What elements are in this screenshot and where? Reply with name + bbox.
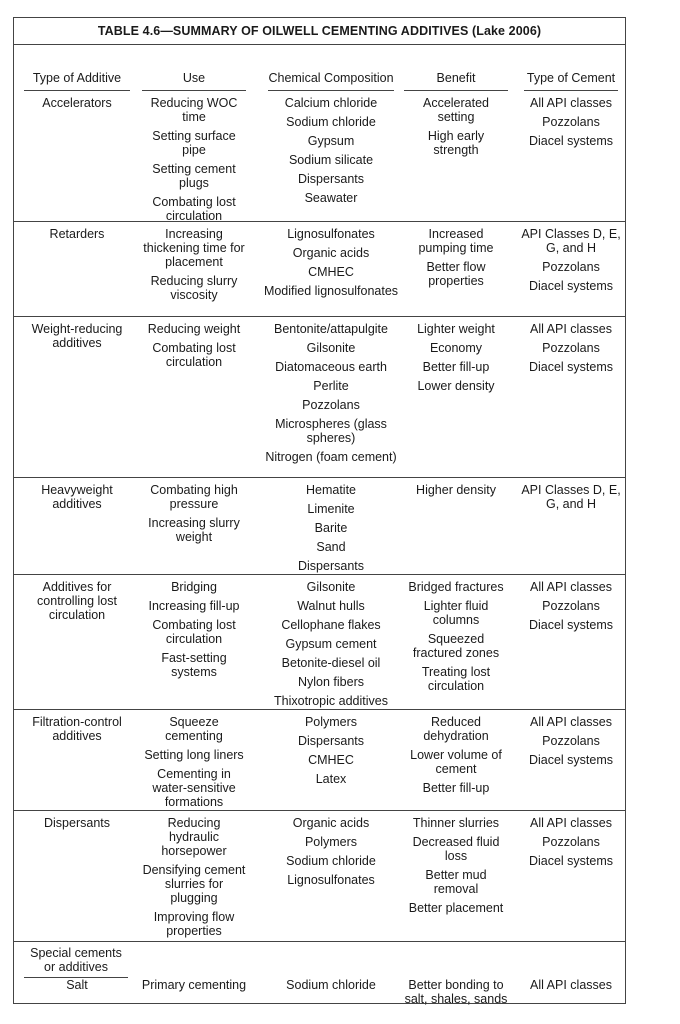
cell-item: Modified lignosulfonates — [263, 284, 399, 298]
cell-item: Lighter fluid columns — [423, 599, 489, 627]
cell-item: Densifying cement slurries for plugging — [142, 863, 246, 905]
table-row — [14, 575, 625, 710]
cell-item: Sodium silicate — [288, 153, 374, 167]
cell-use — [141, 227, 247, 307]
header-type: Type of Additive — [24, 45, 130, 91]
cell-item: High early strength — [427, 129, 485, 157]
cell-item: Bentonite/attapulgite — [274, 322, 388, 336]
cell-item: Lower density — [417, 379, 495, 393]
cell-cement — [521, 816, 621, 873]
header-composition: Chemical Composition — [268, 45, 394, 91]
cell-item: Retarders — [49, 227, 105, 241]
cell-item: Cementing in water-sensitive formations — [152, 767, 236, 809]
cell-item: Primary cementing — [141, 978, 247, 992]
cell-item: Pozzolans — [542, 835, 600, 849]
cell-item: Diatomaceous earth — [275, 360, 387, 374]
cell-item: All API classes — [530, 96, 612, 110]
additives-table — [13, 17, 626, 1004]
cell-item: Squeeze cementing — [165, 715, 223, 743]
cell-item: Better mud removal — [425, 868, 487, 896]
cell-item: Increasing fill-up — [148, 599, 240, 613]
table-row — [14, 222, 625, 317]
cell-item: Dispersants — [298, 734, 364, 748]
cell-item: Bridged fractures — [408, 580, 504, 594]
cell-item: Reducing slurry viscosity — [150, 274, 238, 302]
cell-item: Pozzolans — [302, 398, 360, 412]
cell-type — [18, 227, 136, 246]
cell-type — [18, 715, 136, 748]
cell-item: API Classes D, E, G, and H — [521, 227, 621, 255]
cell-item: Microspheres (glass spheres) — [275, 417, 387, 445]
cell-item: Economy — [429, 341, 483, 355]
cell-item: All API classes — [530, 816, 612, 830]
cell-item: Cellophane flakes — [281, 618, 381, 632]
cell-item: Polymers — [304, 835, 358, 849]
cell-composition — [263, 715, 399, 791]
cell-item: Reduced dehydration — [423, 715, 489, 743]
cell-item: Nylon fibers — [298, 675, 364, 689]
header-cement: Type of Cement — [524, 45, 618, 91]
table-row — [14, 317, 625, 478]
cell-item: Thixotropic additives — [274, 694, 388, 708]
cell-item: Diacel systems — [528, 134, 614, 148]
cell-item: Perlite — [313, 379, 349, 393]
cell-item: Pozzolans — [542, 341, 600, 355]
cell-item: Dispersants — [298, 559, 364, 573]
cell-item: Gilsonite — [306, 580, 356, 594]
cell-cement — [521, 483, 621, 516]
cell-composition — [263, 96, 399, 210]
cell-item: Dispersants — [298, 172, 364, 186]
cell-item: Better fill-up — [422, 781, 490, 795]
header-use: Use — [142, 45, 246, 91]
cell-item: Treating lost circulation — [421, 665, 491, 693]
cell-item: Pozzolans — [542, 734, 600, 748]
cell-item: Bridging — [171, 580, 217, 594]
cell-use — [141, 483, 247, 549]
cell-use — [141, 322, 247, 374]
cell-item: Pozzolans — [542, 260, 600, 274]
cell-item: Setting surface pipe — [152, 129, 236, 157]
cell-item: Combating high pressure — [150, 483, 238, 511]
cell-item: Combating lost circulation — [152, 341, 236, 369]
cell-benefit — [404, 715, 508, 800]
cell-item: Diacel systems — [528, 618, 614, 632]
cell-item: Increasing slurry weight — [148, 516, 240, 544]
cell-item: Better flow properties — [426, 260, 486, 288]
cell-benefit — [404, 322, 508, 398]
table-row — [14, 91, 625, 222]
cell-item: Additives for controlling lost circulation — [37, 580, 117, 622]
cell-item: All API classes — [530, 322, 612, 336]
cell-type — [18, 978, 136, 997]
cell-type — [18, 816, 136, 835]
cell-item: Better bonding to salt, shales, sands — [404, 978, 508, 1006]
cell-item: Accelerated setting — [422, 96, 489, 124]
cell-benefit — [404, 816, 508, 920]
cell-item: Latex — [315, 772, 347, 786]
table-title: TABLE 4.6—SUMMARY OF OILWELL CEMENTING ADDITIVES (Lake 2006) — [14, 18, 625, 45]
cell-item: Sodium chloride — [286, 854, 376, 868]
table-body — [14, 91, 625, 1016]
cell-benefit — [404, 978, 508, 1011]
cell-item: Higher density — [416, 483, 496, 497]
cell-item: Gilsonite — [306, 341, 356, 355]
cell-item: Organic acids — [292, 816, 370, 830]
cell-item: Sodium chloride — [286, 978, 376, 992]
cell-use — [141, 978, 247, 997]
cell-item: Diacel systems — [528, 279, 614, 293]
cell-composition — [263, 227, 399, 303]
cell-item: Weight-reducing additives — [31, 322, 123, 350]
cell-item: Decreased fluid loss — [412, 835, 500, 863]
cell-item: Accelerators — [42, 96, 112, 110]
cell-item: Fast-setting systems — [161, 651, 227, 679]
cell-benefit — [404, 227, 508, 293]
table-row — [14, 478, 625, 575]
cell-type — [18, 580, 136, 627]
cell-benefit — [404, 96, 508, 162]
cell-item: Hematite — [305, 483, 357, 497]
cell-item: Filtration-control additives — [32, 715, 122, 743]
cell-item: Dispersants — [44, 816, 110, 830]
table-row — [14, 710, 625, 811]
cell-item: All API classes — [530, 715, 612, 729]
cell-item: Sand — [316, 540, 346, 554]
special-section-heading: Special cements or additives — [24, 946, 128, 978]
cell-item: Better fill-up — [422, 360, 490, 374]
cell-item: Lignosulfonates — [287, 227, 375, 241]
cell-item: Calcium chloride — [284, 96, 378, 110]
cell-use — [141, 96, 247, 228]
cell-item: Walnut hulls — [297, 599, 365, 613]
cell-item: API Classes D, E, G, and H — [521, 483, 621, 511]
cell-item: Heavyweight additives — [41, 483, 113, 511]
cell-item: Better placement — [408, 901, 504, 915]
cell-item: Setting long liners — [144, 748, 244, 762]
cell-item: CMHEC — [308, 753, 354, 767]
cell-type — [18, 483, 136, 516]
cell-benefit — [404, 483, 508, 502]
cell-item: Pozzolans — [542, 599, 600, 613]
cell-item: Increasing thickening time for placement — [143, 227, 245, 269]
cell-item: Increased pumping time — [418, 227, 494, 255]
cell-cement — [521, 227, 621, 298]
cell-item: Lower volume of cement — [410, 748, 502, 776]
cell-cement — [521, 580, 621, 637]
cell-item: All API classes — [530, 978, 612, 992]
cell-item: Reducing WOC time — [150, 96, 238, 124]
cell-cement — [521, 978, 621, 997]
cell-item: Betonite-diesel oil — [281, 656, 381, 670]
cell-composition — [263, 816, 399, 892]
cell-item: Reducing hydraulic horsepower — [161, 816, 227, 858]
cell-item: Lighter weight — [417, 322, 495, 336]
cell-item: Nitrogen (foam cement) — [265, 450, 397, 464]
cell-cement — [521, 322, 621, 379]
table-header — [14, 45, 625, 91]
cell-item: Diacel systems — [528, 360, 614, 374]
cell-composition — [263, 580, 399, 713]
cell-item: All API classes — [530, 580, 612, 594]
cell-item: CMHEC — [308, 265, 354, 279]
cell-benefit — [404, 580, 508, 698]
cell-item: Gypsum cement — [285, 637, 377, 651]
cell-item: Reducing weight — [147, 322, 241, 336]
cell-item: Squeezed fractured zones — [412, 632, 500, 660]
cell-item: Gypsum — [307, 134, 355, 148]
cell-composition — [263, 322, 399, 469]
cell-item: Setting cement plugs — [152, 162, 236, 190]
cell-composition — [263, 978, 399, 997]
cell-item: Improving flow properties — [153, 910, 235, 938]
header-benefit: Benefit — [404, 45, 508, 91]
cell-type — [18, 322, 136, 355]
cell-item: Organic acids — [292, 246, 370, 260]
table-row — [14, 811, 625, 942]
cell-item: Salt — [66, 978, 88, 992]
cell-cement — [521, 96, 621, 153]
cell-type — [18, 96, 136, 115]
cell-cement — [521, 715, 621, 772]
cell-item: Polymers — [304, 715, 358, 729]
cell-item: Diacel systems — [528, 753, 614, 767]
table-row-special — [14, 942, 625, 1016]
cell-item: Pozzolans — [542, 115, 600, 129]
cell-item: Sodium chloride — [286, 115, 376, 129]
cell-item: Seawater — [304, 191, 358, 205]
cell-item: Thinner slurries — [412, 816, 500, 830]
cell-item: Combating lost circulation — [152, 618, 236, 646]
cell-use — [141, 715, 247, 814]
cell-use — [141, 580, 247, 684]
cell-item: Diacel systems — [528, 854, 614, 868]
cell-item: Combating lost circulation — [152, 195, 236, 223]
cell-item: Limenite — [307, 502, 355, 516]
cell-item: Barite — [314, 521, 348, 535]
cell-item: Lignosulfonates — [287, 873, 375, 887]
cell-composition — [263, 483, 399, 578]
cell-use — [141, 816, 247, 943]
